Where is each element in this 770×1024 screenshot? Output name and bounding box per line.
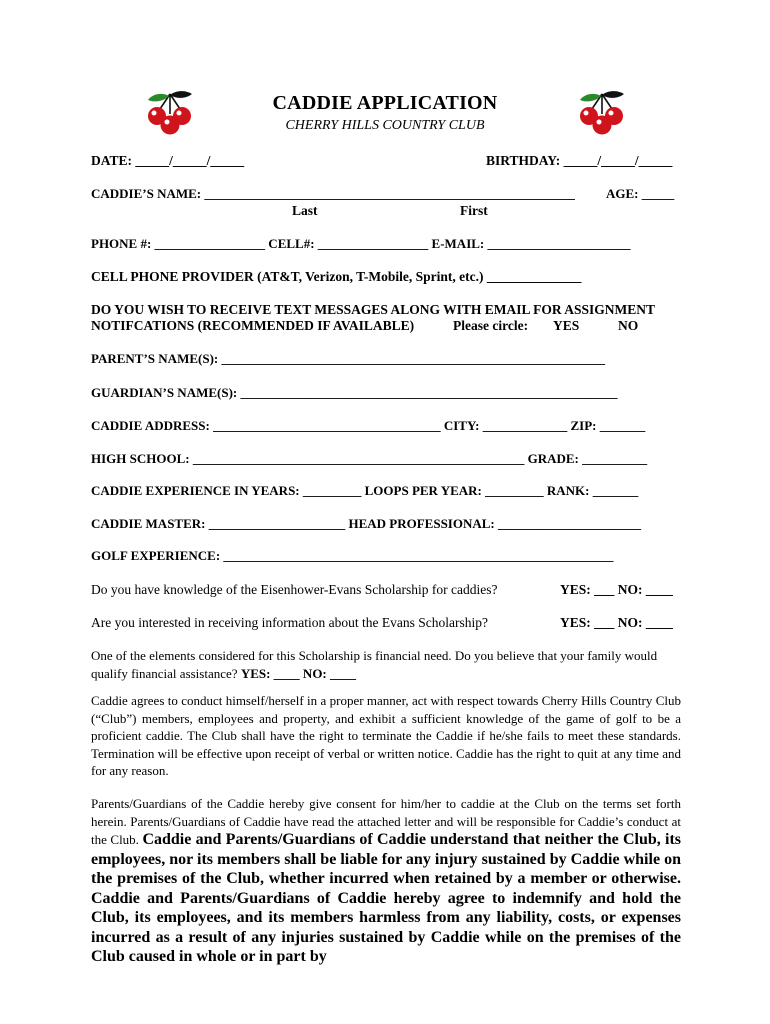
scholarship-knowledge-question: Do you have knowledge of the Eisenhower-Evans Scholarship for caddies? [91, 582, 498, 597]
consent-paragraph [91, 795, 681, 967]
age-field[interactable]: AGE: _____ [606, 186, 675, 201]
financial-need-answer[interactable]: YES: ____ NO: ____ [240, 665, 357, 681]
experience-fields[interactable]: CADDIE EXPERIENCE IN YEARS: _________ LOOPS PER YEAR: _________ RANK: _______ [91, 483, 639, 498]
financial-need-question [91, 647, 681, 682]
scholarship-info-question: Are you interested in receiving information about the Evans Scholarship? [91, 615, 489, 630]
please-circle-label: Please circle: [453, 318, 529, 333]
phone-contact-fields[interactable]: PHONE #: _________________ CELL#: _________________ E-MAIL: ______________________ [91, 236, 631, 251]
birthday-field[interactable]: BIRTHDAY: _____/_____/_____ [486, 153, 673, 168]
golf-experience-field[interactable]: GOLF EXPERIENCE: ____________________________________________________________ [91, 548, 614, 563]
liability-waiver-text: Caddie and Parents/Guardians of Caddie understand that neither the Club, its employees, nor its members shall be liable for any injury sustained by Caddie while on the premises of the Club, whether incurred when retained by a member or otherwise. Caddie and Parents/Guardians of Caddie hereby agree to indemnify and hold the Club, its employees, and its members harmless from any liability, costs, or expenses incurred as a result of any injuries sustained by Caddie while on the premises of the Club caused in whole or in part by [91, 831, 682, 965]
parents-name-field[interactable]: PARENT’S NAME(S): ___________________________________________________________ [91, 351, 605, 366]
club-name: CHERRY HILLS COUNTRY CLUB [285, 118, 485, 133]
page-title: CADDIE APPLICATION [272, 92, 498, 114]
conduct-paragraph: Caddie agrees to conduct himself/herself in a proper manner, act with respect towards Cherry Hills Country Club (“Club”) members, employees and property, and exhibit a sufficient knowledge of the game of golf to be a proficient caddie. The Club shall have the right to terminate the Caddie if he/she fails to meet these standards. Termination will be effective upon receipt of verbal or written notice. Caddie has the right to quit at any time and for any reason. [91, 693, 681, 778]
first-name-label: First [460, 203, 488, 218]
scholarship-info-answer[interactable]: YES: ___ NO: ____ [560, 615, 673, 630]
text-message-question-line1: DO YOU WISH TO RECEIVE TEXT MESSAGES ALONG WITH EMAIL FOR ASSIGNMENT [91, 302, 656, 317]
text-message-question-line2: NOTIFCATIONS (RECOMMENDED IF AVAILABLE) [91, 318, 415, 333]
text-no-option[interactable]: NO [618, 318, 639, 333]
text-yes-option[interactable]: YES [553, 318, 580, 333]
financial-need-text: One of the elements considered for this Scholarship is financial need. Do you believe that your family would qualify financial assistance? [91, 648, 658, 681]
staff-fields[interactable]: CADDIE MASTER: _____________________ HEAD PROFESSIONAL: ______________________ [91, 516, 641, 531]
caddie-name-field[interactable]: CADDIE’S NAME: _________________________________________________________ [91, 186, 575, 201]
scholarship-knowledge-answer[interactable]: YES: ___ NO: ____ [560, 582, 673, 597]
consent-plain-text: Parents/Guardians of the Caddie hereby give consent for him/her to caddie at the Club on the terms set forth herein. Parents/Guardians of Caddie have read the attached letter and will be responsible for Caddie’s conduct at the Club. [91, 796, 681, 847]
cell-provider-field[interactable]: CELL PHONE PROVIDER (AT&T, Verizon, T-Mobile, Sprint, etc.) ______________ [91, 269, 582, 284]
last-name-label: Last [292, 203, 318, 218]
date-field[interactable]: DATE: _____/_____/_____ [91, 153, 245, 168]
address-fields[interactable]: CADDIE ADDRESS: ___________________________________ CITY: _____________ ZIP: _______ [91, 418, 646, 433]
guardians-name-field[interactable]: GUARDIAN’S NAME(S): __________________________________________________________ [91, 385, 618, 400]
high-school-fields[interactable]: HIGH SCHOOL: ___________________________________________________ GRADE: __________ [91, 451, 648, 466]
